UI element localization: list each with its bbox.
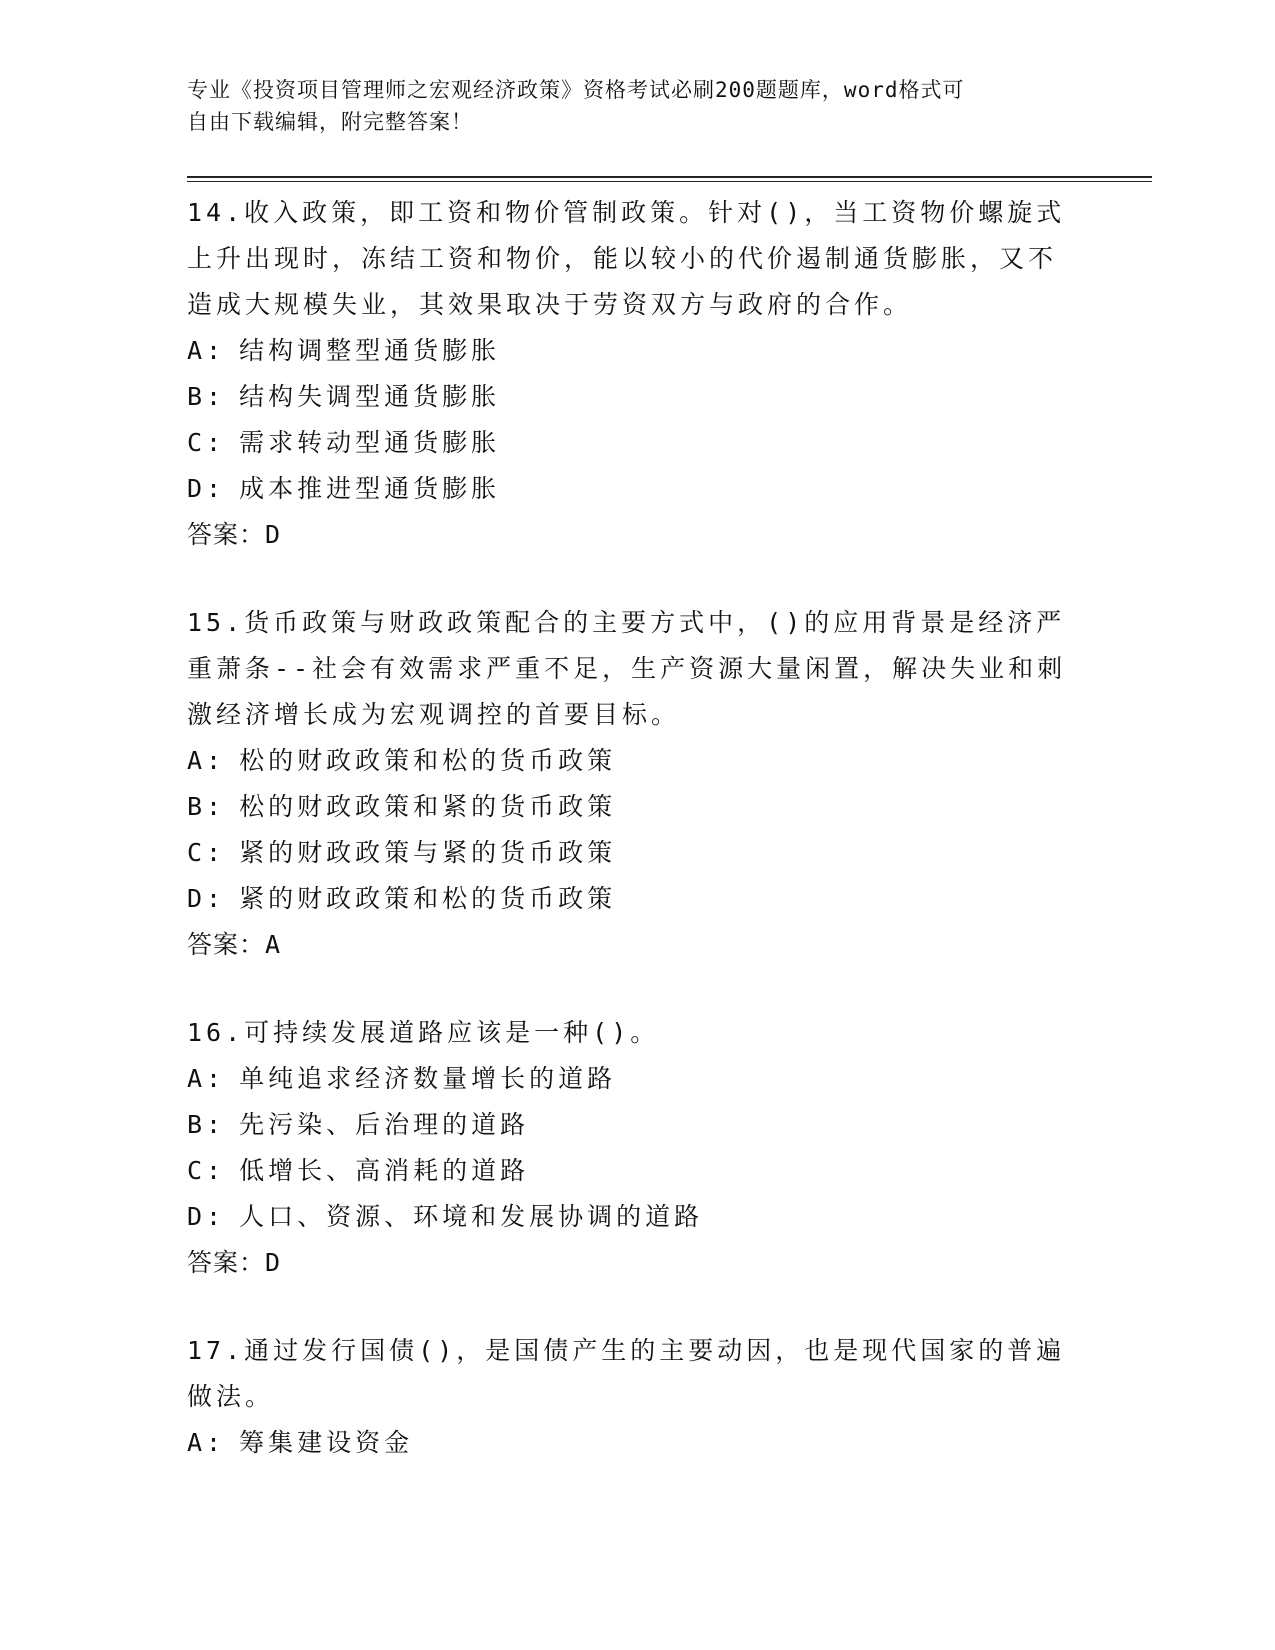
option-text: 成本推进型通货膨胀 <box>239 474 501 503</box>
answer-line <box>187 512 1107 558</box>
question-16 <box>187 1010 1107 1286</box>
option-text: 结构调整型通货膨胀 <box>239 336 501 365</box>
option-b <box>187 1102 1107 1148</box>
option-text: 筹集建设资金 <box>239 1428 414 1457</box>
question-stem: 14.收入政策，即工资和物价管制政策。针对()，当工资物价螺旋式上升出现时，冻结工资和物价，能以较小的代价遏制通货膨胀，又不造成大规模失业，其效果取决于劳资双方与政府的合作。 <box>187 198 1066 319</box>
option-c <box>187 830 1107 876</box>
option-key: A: <box>187 746 226 775</box>
option-text: 低增长、高消耗的道路 <box>239 1156 530 1185</box>
question-17 <box>187 1328 1107 1466</box>
answer-line <box>187 1240 1107 1286</box>
question-14 <box>187 190 1107 558</box>
option-text: 人口、资源、环境和发展协调的道路 <box>239 1202 704 1231</box>
header-divider-thick <box>187 176 1152 178</box>
option-b <box>187 784 1107 830</box>
option-key: D: <box>187 1202 226 1231</box>
option-key: A: <box>187 336 226 365</box>
answer-value: A <box>265 930 282 959</box>
question-list <box>187 190 1107 1508</box>
question-stem: 17.通过发行国债()，是国债产生的主要动因，也是现代国家的普遍做法。 <box>187 1336 1066 1411</box>
option-key: C: <box>187 428 226 457</box>
option-d <box>187 876 1107 922</box>
answer-value: D <box>265 520 282 549</box>
question-stem: 16.可持续发展道路应该是一种()。 <box>187 1018 660 1047</box>
option-key: A: <box>187 1064 226 1093</box>
option-text: 需求转动型通货膨胀 <box>239 428 501 457</box>
option-c <box>187 420 1107 466</box>
option-text: 单纯追求经济数量增长的道路 <box>239 1064 617 1093</box>
document-header <box>187 74 1067 138</box>
answer-line <box>187 922 1107 968</box>
question-15 <box>187 600 1107 968</box>
option-text: 紧的财政政策与紧的货币政策 <box>239 838 617 867</box>
option-d <box>187 466 1107 512</box>
option-c <box>187 1148 1107 1194</box>
option-key: A: <box>187 1428 226 1457</box>
option-d <box>187 1194 1107 1240</box>
header-line-2: 自由下载编辑，附完整答案！ <box>187 110 473 134</box>
option-key: C: <box>187 1156 226 1185</box>
option-key: D: <box>187 474 226 503</box>
option-text: 松的财政政策和松的货币政策 <box>239 746 617 775</box>
option-key: D: <box>187 884 226 913</box>
option-key: C: <box>187 838 226 867</box>
option-a <box>187 1056 1107 1102</box>
option-text: 结构失调型通货膨胀 <box>239 382 501 411</box>
option-key: B: <box>187 382 226 411</box>
option-text: 紧的财政政策和松的货币政策 <box>239 884 617 913</box>
option-a <box>187 328 1107 374</box>
option-a <box>187 738 1107 784</box>
header-line-1: 专业《投资项目管理师之宏观经济政策》资格考试必刷200题题库，word格式可 <box>187 78 965 102</box>
answer-value: D <box>265 1248 282 1277</box>
option-text: 松的财政政策和紧的货币政策 <box>239 792 617 821</box>
header-divider-thin <box>187 181 1152 182</box>
option-key: B: <box>187 792 226 821</box>
question-stem: 15.货币政策与财政政策配合的主要方式中，()的应用背景是经济严重萧条--社会有效需求严重不足，生产资源大量闲置，解决失业和刺激经济增长成为宏观调控的首要目标。 <box>187 608 1067 729</box>
option-text: 先污染、后治理的道路 <box>239 1110 530 1139</box>
answer-label: 答案： <box>187 520 266 549</box>
answer-label: 答案： <box>187 930 266 959</box>
answer-label: 答案： <box>187 1248 266 1277</box>
option-a <box>187 1420 1107 1466</box>
option-b <box>187 374 1107 420</box>
option-key: B: <box>187 1110 226 1139</box>
